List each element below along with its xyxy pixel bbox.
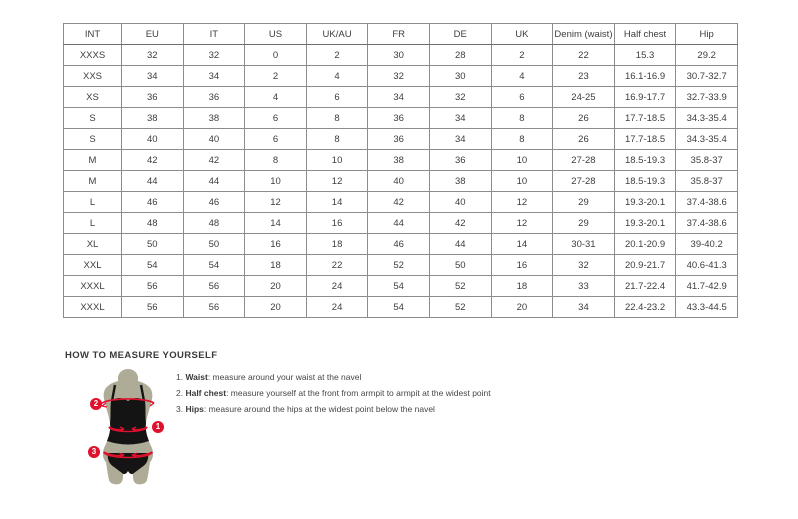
size-cell: 22 <box>553 45 615 66</box>
size-cell: 39-40.2 <box>676 234 738 255</box>
size-cell: 56 <box>183 276 245 297</box>
size-cell: 4 <box>245 87 307 108</box>
size-cell: 37.4-38.6 <box>676 192 738 213</box>
size-row <box>64 171 738 192</box>
size-cell: 18.5-19.3 <box>614 150 676 171</box>
size-cell: 50 <box>183 234 245 255</box>
size-cell: 34 <box>183 66 245 87</box>
size-cell: 32 <box>368 66 430 87</box>
size-cell: 28 <box>429 45 491 66</box>
size-cell: 40 <box>122 129 184 150</box>
size-cell: 36 <box>122 87 184 108</box>
size-cell: 33 <box>553 276 615 297</box>
step-text: : measure around the hips at the widest point below the navel <box>203 404 435 414</box>
size-cell: 6 <box>245 108 307 129</box>
size-cell: 35.8-37 <box>676 150 738 171</box>
size-cell: 16.1-16.9 <box>614 66 676 87</box>
column-header: Half chest <box>614 24 676 45</box>
size-cell: 20 <box>245 276 307 297</box>
step-label: Hips <box>185 404 204 414</box>
size-row <box>64 192 738 213</box>
size-cell: XXXS <box>64 45 122 66</box>
size-cell: 32 <box>553 255 615 276</box>
size-cell: XXL <box>64 255 122 276</box>
size-cell: 6 <box>245 129 307 150</box>
size-cell: 22 <box>306 255 368 276</box>
size-cell: 40 <box>368 171 430 192</box>
size-row <box>64 276 738 297</box>
measure-step-waist <box>176 371 491 387</box>
measure-step-hips <box>176 403 491 419</box>
size-cell: 37.4-38.6 <box>676 213 738 234</box>
size-cell: 29 <box>553 192 615 213</box>
step-text: : measure yourself at the front from armpit to armpit at the widest point <box>226 388 491 398</box>
size-cell: 12 <box>245 192 307 213</box>
step-number: 2. <box>176 388 186 398</box>
size-cell: L <box>64 213 122 234</box>
size-cell: 43.3-44.5 <box>676 297 738 318</box>
size-cell: 54 <box>368 297 430 318</box>
size-cell: 10 <box>491 171 553 192</box>
size-cell: 50 <box>122 234 184 255</box>
size-chart-body <box>64 45 738 318</box>
size-cell: L <box>64 192 122 213</box>
size-cell: 10 <box>491 150 553 171</box>
size-cell: 36 <box>368 129 430 150</box>
size-cell: 16 <box>245 234 307 255</box>
size-cell: 17.7-18.5 <box>614 129 676 150</box>
size-cell: 30.7-32.7 <box>676 66 738 87</box>
size-cell: 30-31 <box>553 234 615 255</box>
size-cell: 32 <box>122 45 184 66</box>
size-cell: 2 <box>306 45 368 66</box>
measure-step-half-chest <box>176 387 491 403</box>
size-cell: 18 <box>245 255 307 276</box>
size-cell: 34.3-35.4 <box>676 108 738 129</box>
size-cell: 32 <box>429 87 491 108</box>
step-text: : measure around your waist at the navel <box>207 372 362 382</box>
size-cell: 40.6-41.3 <box>676 255 738 276</box>
size-cell: 23 <box>553 66 615 87</box>
size-chart-header <box>64 24 738 45</box>
size-cell: 56 <box>122 276 184 297</box>
mannequin-illustration <box>84 368 172 487</box>
size-cell: 46 <box>122 192 184 213</box>
size-cell: 14 <box>306 192 368 213</box>
step-label: Half chest <box>185 388 227 398</box>
size-cell: 10 <box>306 150 368 171</box>
size-cell: 40 <box>183 129 245 150</box>
size-cell: 20.9-21.7 <box>614 255 676 276</box>
size-cell: 54 <box>183 255 245 276</box>
header-row <box>64 24 738 45</box>
size-cell: 8 <box>491 129 553 150</box>
size-cell: 48 <box>122 213 184 234</box>
size-cell: 14 <box>491 234 553 255</box>
size-row <box>64 297 738 318</box>
size-cell: 42 <box>183 150 245 171</box>
size-cell: 48 <box>183 213 245 234</box>
size-cell: 6 <box>491 87 553 108</box>
size-row <box>64 87 738 108</box>
size-cell: 52 <box>429 276 491 297</box>
size-cell: 34 <box>429 108 491 129</box>
size-cell: 46 <box>183 192 245 213</box>
column-header: Denim (waist) <box>553 24 615 45</box>
size-cell: 38 <box>183 108 245 129</box>
size-cell: 26 <box>553 129 615 150</box>
size-cell: 54 <box>368 276 430 297</box>
size-cell: 34 <box>122 66 184 87</box>
size-cell: 54 <box>122 255 184 276</box>
size-cell: 19.3-20.1 <box>614 213 676 234</box>
size-cell: 29.2 <box>676 45 738 66</box>
size-row <box>64 234 738 255</box>
size-cell: 2 <box>245 66 307 87</box>
size-cell: M <box>64 171 122 192</box>
size-cell: 12 <box>306 171 368 192</box>
size-cell: 16 <box>306 213 368 234</box>
size-cell: 18 <box>306 234 368 255</box>
column-header: Hip <box>676 24 738 45</box>
step-number: 3. <box>176 404 186 414</box>
size-cell: 20.1-20.9 <box>614 234 676 255</box>
size-cell: 8 <box>245 150 307 171</box>
size-cell: 44 <box>368 213 430 234</box>
size-cell: 42 <box>368 192 430 213</box>
size-cell: 16.9-17.7 <box>614 87 676 108</box>
measure-steps <box>176 371 491 419</box>
size-cell: XXS <box>64 66 122 87</box>
size-cell: 44 <box>122 171 184 192</box>
size-cell: 44 <box>429 234 491 255</box>
size-cell: 27-28 <box>553 150 615 171</box>
size-cell: 50 <box>429 255 491 276</box>
size-row <box>64 129 738 150</box>
column-header: DE <box>429 24 491 45</box>
size-row <box>64 255 738 276</box>
size-cell: 36 <box>429 150 491 171</box>
size-cell: 41.7-42.9 <box>676 276 738 297</box>
size-cell: 22.4-23.2 <box>614 297 676 318</box>
size-cell: 19.3-20.1 <box>614 192 676 213</box>
size-cell: 34 <box>368 87 430 108</box>
size-cell: M <box>64 150 122 171</box>
size-cell: 46 <box>368 234 430 255</box>
size-cell: 34 <box>553 297 615 318</box>
size-cell: 20 <box>491 297 553 318</box>
size-cell: 27-28 <box>553 171 615 192</box>
column-header: US <box>245 24 307 45</box>
size-cell: 21.7-22.4 <box>614 276 676 297</box>
column-header: INT <box>64 24 122 45</box>
size-cell: 38 <box>429 171 491 192</box>
size-chart-table <box>63 23 738 318</box>
size-cell: 29 <box>553 213 615 234</box>
camisole <box>107 398 149 445</box>
size-cell: 18.5-19.3 <box>614 171 676 192</box>
size-cell: 38 <box>368 150 430 171</box>
size-cell: 40 <box>429 192 491 213</box>
size-cell: 36 <box>368 108 430 129</box>
column-header: UK/AU <box>306 24 368 45</box>
size-cell: 32 <box>183 45 245 66</box>
size-cell: 14 <box>245 213 307 234</box>
size-cell: 34.3-35.4 <box>676 129 738 150</box>
size-cell: 24-25 <box>553 87 615 108</box>
step-label: Waist <box>185 372 208 382</box>
waist-measure-badge: 1 <box>152 421 164 433</box>
column-header: EU <box>122 24 184 45</box>
size-cell: 8 <box>306 129 368 150</box>
size-cell: 36 <box>183 87 245 108</box>
size-cell: XXXL <box>64 276 122 297</box>
chest-measure-badge: 2 <box>90 398 102 410</box>
size-cell: 56 <box>122 297 184 318</box>
size-cell: 10 <box>245 171 307 192</box>
size-cell: 24 <box>306 276 368 297</box>
size-cell: XL <box>64 234 122 255</box>
size-cell: 42 <box>429 213 491 234</box>
size-cell: 12 <box>491 192 553 213</box>
size-cell: 2 <box>491 45 553 66</box>
size-cell: 15.3 <box>614 45 676 66</box>
column-header: IT <box>183 24 245 45</box>
size-cell: S <box>64 108 122 129</box>
size-cell: 4 <box>491 66 553 87</box>
size-cell: 52 <box>368 255 430 276</box>
size-cell: 38 <box>122 108 184 129</box>
section-heading: HOW TO MEASURE YOURSELF <box>65 350 218 361</box>
size-row <box>64 150 738 171</box>
size-cell: 20 <box>245 297 307 318</box>
size-cell: 8 <box>491 108 553 129</box>
size-cell: 12 <box>491 213 553 234</box>
size-cell: 8 <box>306 108 368 129</box>
size-cell: 18 <box>491 276 553 297</box>
size-cell: 30 <box>368 45 430 66</box>
size-cell: 30 <box>429 66 491 87</box>
size-cell: 52 <box>429 297 491 318</box>
size-cell: XS <box>64 87 122 108</box>
size-cell: 26 <box>553 108 615 129</box>
size-cell: 0 <box>245 45 307 66</box>
size-cell: 32.7-33.9 <box>676 87 738 108</box>
size-cell: 44 <box>183 171 245 192</box>
size-cell: 35.8-37 <box>676 171 738 192</box>
size-row <box>64 45 738 66</box>
size-row <box>64 108 738 129</box>
size-cell: S <box>64 129 122 150</box>
size-row <box>64 213 738 234</box>
size-cell: 24 <box>306 297 368 318</box>
size-row <box>64 66 738 87</box>
size-cell: 6 <box>306 87 368 108</box>
size-cell: 42 <box>122 150 184 171</box>
size-cell: 34 <box>429 129 491 150</box>
size-cell: 56 <box>183 297 245 318</box>
size-cell: 17.7-18.5 <box>614 108 676 129</box>
hips-measure-badge: 3 <box>88 446 100 458</box>
size-cell: 4 <box>306 66 368 87</box>
size-cell: 16 <box>491 255 553 276</box>
size-cell: XXXL <box>64 297 122 318</box>
step-number: 1. <box>176 372 186 382</box>
column-header: FR <box>368 24 430 45</box>
column-header: UK <box>491 24 553 45</box>
